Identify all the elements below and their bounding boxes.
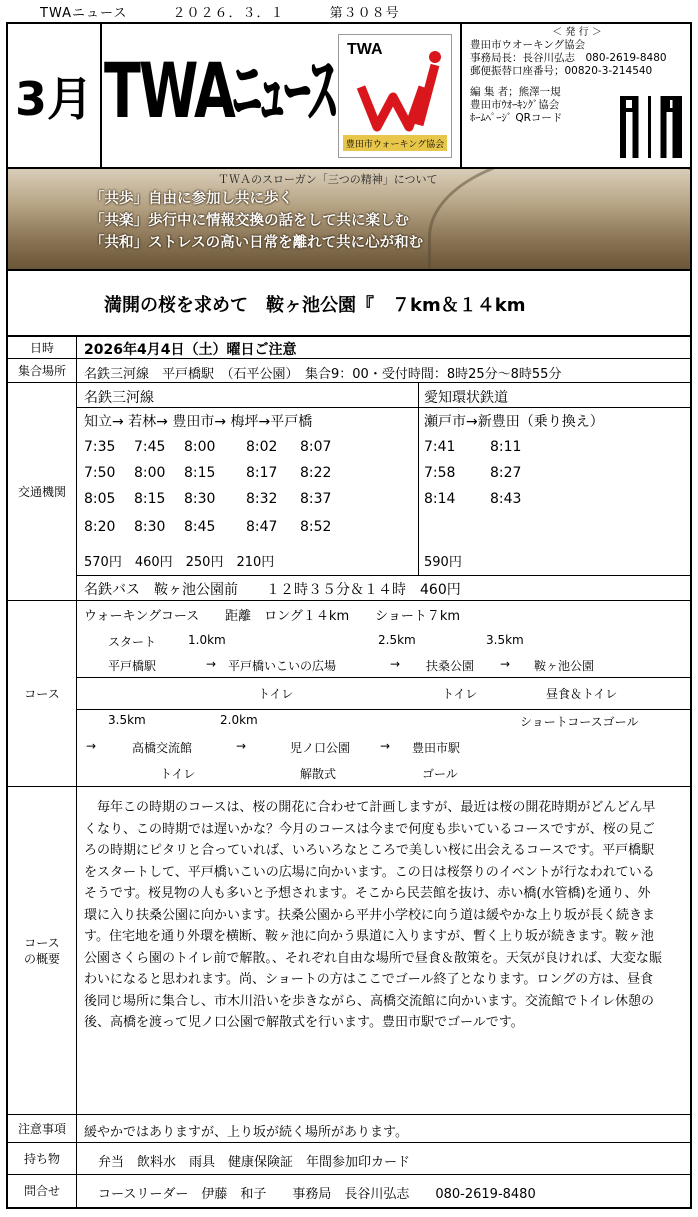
note-goal: ゴール (422, 767, 458, 781)
event-title-row (8, 271, 690, 337)
dist-1: 1.0km (188, 633, 226, 647)
stadium-arch-image (428, 169, 690, 271)
publisher-postal-account: 郵便振替口座番号；00820-3-214540 (470, 65, 653, 77)
contact-label: 問合せ (8, 1175, 77, 1207)
aikan-line-name: 愛知環状鉄道 (424, 390, 508, 406)
note-closing: 解散式 (300, 767, 337, 781)
slogan-line-2: 「共楽」歩行中に情報交換の話をして共に楽しむ (90, 213, 409, 229)
items-value: 弁当 飲料水 雨具 健康保険証 年間参加印カード (98, 1155, 411, 1170)
stop-hiratobashi-station: 平戸橋駅 (108, 659, 157, 673)
date-value: 2026年4月4日（土）曜日ご注意 (84, 342, 297, 358)
date-label: 日時 (8, 337, 77, 358)
publisher-secretary: 事務局長：長谷川弘志 080-2619-8480 (470, 52, 667, 64)
publisher-org: 豊田市ウオーキング協会 (470, 39, 586, 51)
arrow: → (390, 657, 401, 671)
overview-row (8, 787, 690, 1115)
stop-chinokuchi-park: 児ノ口公園 (290, 741, 351, 755)
publisher-info (460, 24, 692, 167)
meeting-value: 名鉄三河線 平戸橋駅 （石平公園） 集合9：00・受付時間：8時25分～8時55分 (84, 367, 562, 382)
logo-twa-text: TWA (347, 41, 383, 58)
meeting-label: 集合場所 (8, 359, 77, 382)
twa-logo (338, 34, 452, 158)
qr-code-icon[interactable] (620, 96, 682, 158)
arrow: → (86, 739, 97, 753)
note-toilet-2: トイレ (442, 687, 478, 701)
arrow: → (206, 657, 217, 671)
dist-start: スタート (108, 635, 157, 649)
course-row (8, 601, 690, 787)
caution-row (8, 1115, 690, 1143)
slogan-line-1: 「共歩」自由に参加し共に歩く (90, 191, 293, 207)
short-course-goal: ショートコースゴール (520, 715, 639, 729)
aikan-route: 瀬戸市→新豊田（乗り換え） (424, 414, 604, 430)
note-toilet-3: トイレ (160, 767, 196, 781)
contact-row (8, 1175, 690, 1207)
arrow: → (500, 657, 511, 671)
note-toilet-1: トイレ (258, 687, 294, 701)
overview-text: 毎年この時期のコースは、桜の開花に合わせて計画しますが、最近は桜の開花時期がどんどん早くなり、この時期では遅いかな？今月のコースは今まで何度も歩いているコースですが、桜の見ごろの時期にピタリと合っていれば、いろいろなところで美しい桜に出会えるコースです。平戸橋駅をスタートして、平戸橋いこいの広場に向かいます。この日は桜祭りのイベントが行なわれているそうです。桜見物の人も多いと予想されます。そこから民芸館を抜け、赤い橋(水管橋)を通り、外環に入り扶桑公園に向かいます。扶桑公園から平井小学校に向う道は緩やかな上り坂が長く続きます。住宅地を通り外環を横断、鞍ヶ池に向かう県道に入りますが、暫く上り坂が続きます。鞍ヶ池公園さくら園のトイレ前で解散。、それぞれ自由な場所で昼食＆散策を。天気が良ければ、大変な賑わいになると思われます。尚、ショートの方はここでゴール終了となります。ロングの方は、昼食後同じ場所に集合し、市木川沿いを歩きながら、高橋交流館に向かいます。交流館でトイレ休憩の後、高橋を渡って児ノ口公園で解散式を行います。豊田市駅でゴールです。 (84, 800, 662, 1030)
dist-3: 3.5km (486, 633, 524, 647)
editor-name: 編 集 者；熊澤一規 (470, 86, 561, 98)
meitetsu-route: 知立→ 若林→ 豊田市→ 梅坪→平戸橋 (84, 414, 313, 430)
overview-label: コース の概要 (8, 787, 77, 1114)
caution-label: 注意事項 (8, 1115, 77, 1142)
dist-5: 2.0km (220, 713, 258, 727)
logo-org-name: 豊田市ウォーキング協会 (343, 135, 447, 151)
stop-fuso-park: 扶桑公園 (426, 659, 475, 673)
slogan-banner (8, 169, 690, 271)
slogan-line-3: 「共和」ストレスの高い日常を離れて共に心が和む (90, 235, 424, 251)
issue-date: ２０２６．３．１ (172, 6, 285, 21)
issue-number: 第３０８号 (329, 6, 400, 21)
transport-label: 交通機関 (8, 383, 77, 600)
editor-org: 豊田市ｳｵｰｷﾝｸﾞ協会 (470, 99, 560, 111)
month-label: 3月 (8, 24, 102, 167)
items-label: 持ち物 (8, 1143, 77, 1174)
stop-ikoi-hiroba: 平戸橋いこいの広場 (228, 659, 337, 673)
contact-value: コースリーダー 伊藤 和子 事務局 長谷川弘志 080-2619-8480 (98, 1187, 536, 1202)
stop-kuragaike-park: 鞍ヶ池公園 (534, 659, 595, 673)
header (8, 24, 690, 169)
meeting-row (8, 359, 690, 383)
hakko-label: ＜ 発 行 ＞ (552, 27, 602, 38)
dist-4: 3.5km (108, 713, 146, 727)
course-label: コース (8, 601, 77, 786)
aikan-fare: 590円 (424, 555, 462, 570)
masthead (40, 2, 440, 21)
dist-2: 2.5km (378, 633, 416, 647)
homepage-qr-label: ﾎｰﾑﾍﾟｰｼﾞ QRコード (470, 112, 563, 124)
arrow: → (236, 739, 247, 753)
transport-row: 交通機関 名鉄三河線 知立→ 若林→ 豊田市→ 梅坪→平戸橋 7:35 7:45 8:00 8:02 8:07 7:50 8:00 8:15 8:17 8:22 8:05 8:15 8:30 8:32 8:37 8:20 8:30 8:45 8:47 8:52 570円 460円 250円 210円 愛知環状鉄道 瀬戸市→新豊田（乗り換え） 7:41 8:11 7:58 8:27 8:14 8:43 590円 名鉄バス 鞍ヶ池公園前 １２時３５分＆１４時 460円 (8, 383, 690, 601)
caution-value: 緩やかではありますが、上り坂が続く場所があります。 (84, 1125, 408, 1140)
newsletter-title: TWAﾆｭｰｽ (104, 47, 334, 136)
meitetsu-line-name: 名鉄三河線 (84, 390, 154, 406)
slogan-heading: ＴＷＡのスローガン「三つの精神」について (218, 173, 438, 186)
arrow: → (380, 739, 391, 753)
publication-name: TWAニュース (40, 6, 128, 21)
newsletter-frame (6, 22, 692, 1209)
event-title: 満開の桜を求めて 鞍ヶ池公園『 ７km＆１４km (104, 295, 526, 316)
course-distance-header: ウォーキングコース 距離 ロング１４km ショート７km (84, 609, 461, 624)
stop-toyotashi-station: 豊田市駅 (412, 741, 461, 755)
stop-takahashi-center: 高橋交流館 (132, 741, 193, 755)
date-row (8, 337, 690, 359)
meitetsu-fares: 570円 460円 250円 210円 (84, 555, 275, 570)
bus-info: 名鉄バス 鞍ヶ池公園前 １２時３５分＆１４時 460円 (84, 582, 461, 598)
note-lunch-toilet: 昼食＆トイレ (546, 687, 618, 701)
items-row (8, 1143, 690, 1175)
